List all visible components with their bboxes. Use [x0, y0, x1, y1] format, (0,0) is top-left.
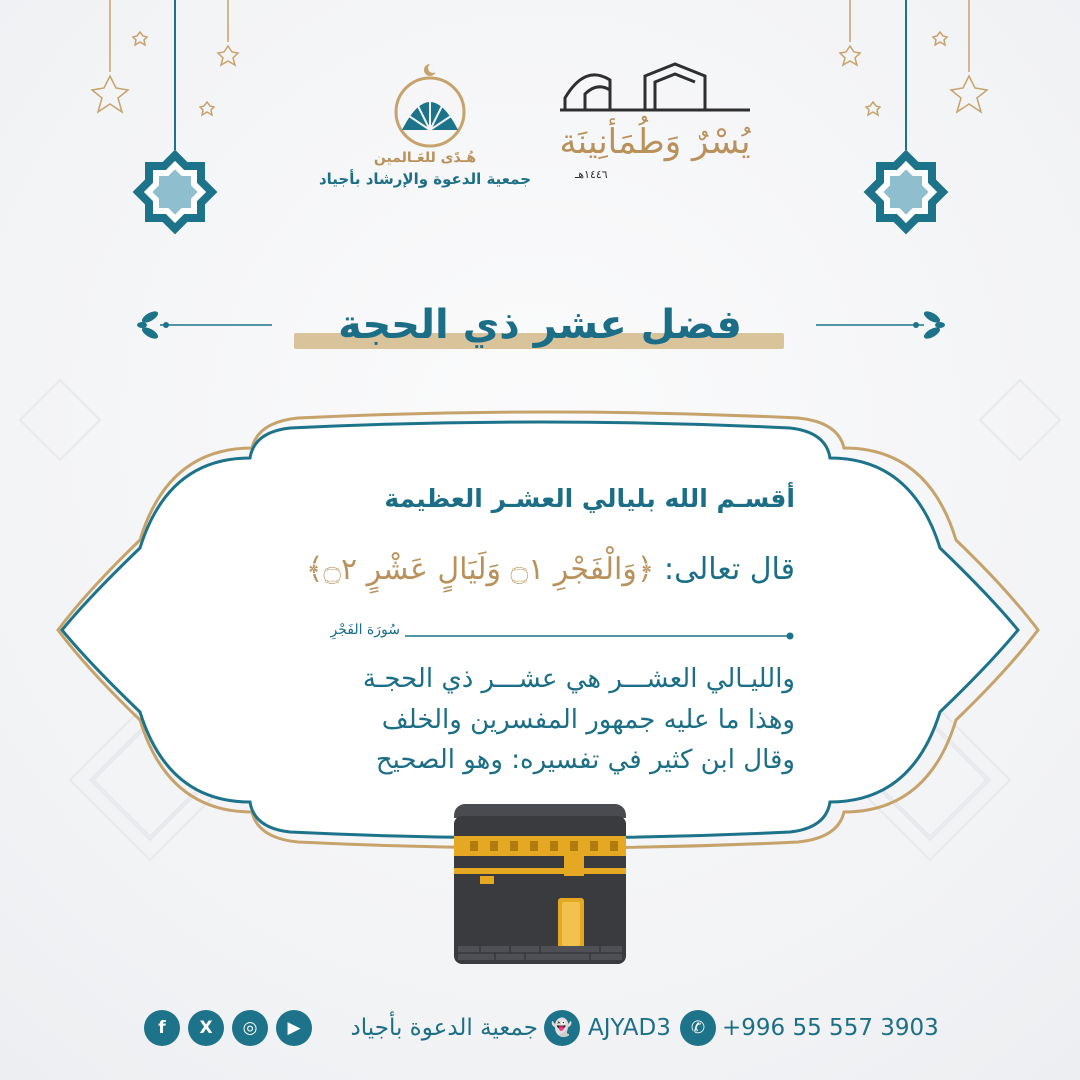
- mosque-kaaba-outline-logo-icon: [555, 58, 755, 118]
- surah-divider: [405, 628, 795, 644]
- card-heading: أقسـم الله بليالي العشـر العظيمة: [384, 484, 795, 513]
- crescent-dome-logo-icon: [390, 60, 470, 148]
- phone-number[interactable]: +996 55 557 3903: [722, 1015, 939, 1041]
- snapchat-handle[interactable]: AJYAD3: [588, 1015, 671, 1041]
- body-line-3: وقال ابن كثير في تفسيره: وهو الصحيح: [375, 745, 795, 775]
- verse-line: [250, 552, 795, 587]
- verse-prefix: قال تعالى:: [663, 552, 795, 587]
- campaign-title: يُسْرٌ وَطُمَأنِينَة: [559, 122, 751, 162]
- x-icon[interactable]: X: [188, 1010, 224, 1046]
- association-brand: هُـدًى للعَـالمين: [373, 150, 477, 166]
- facebook-icon[interactable]: f: [144, 1010, 180, 1046]
- body-line-2: وهذا ما عليه جمهور المفسرين والخلف: [381, 705, 795, 735]
- campaign-year: ١٤٤٦هـ: [575, 168, 608, 181]
- kaaba-illustration: [440, 796, 640, 976]
- snapchat-icon[interactable]: 👻: [544, 1010, 580, 1046]
- youtube-icon[interactable]: ▶: [276, 1010, 312, 1046]
- body-line-1: والليـالي العشـــر هي عشـــر ذي الحجـة: [362, 664, 795, 694]
- page-title: فضل عشر ذي الحجة: [338, 302, 742, 348]
- surah-name: سُورَة الفَجْرِ: [330, 622, 400, 638]
- account-name[interactable]: جمعية الدعوة بأجياد: [350, 1015, 538, 1041]
- association-logo: [315, 60, 535, 190]
- association-name: جمعية الدعوة والإرشاد بأجياد: [318, 170, 532, 188]
- instagram-icon[interactable]: ◎: [232, 1010, 268, 1046]
- hanging-ornaments: [0, 0, 1080, 280]
- whatsapp-icon[interactable]: ✆: [680, 1010, 716, 1046]
- campaign-logo: [555, 58, 755, 188]
- quran-verse: ﴿وَالْفَجْرِ ۝١ وَلَيَالٍ عَشْرٍ ۝٢﴾: [305, 552, 655, 587]
- footer-contact-bar: [120, 1006, 960, 1050]
